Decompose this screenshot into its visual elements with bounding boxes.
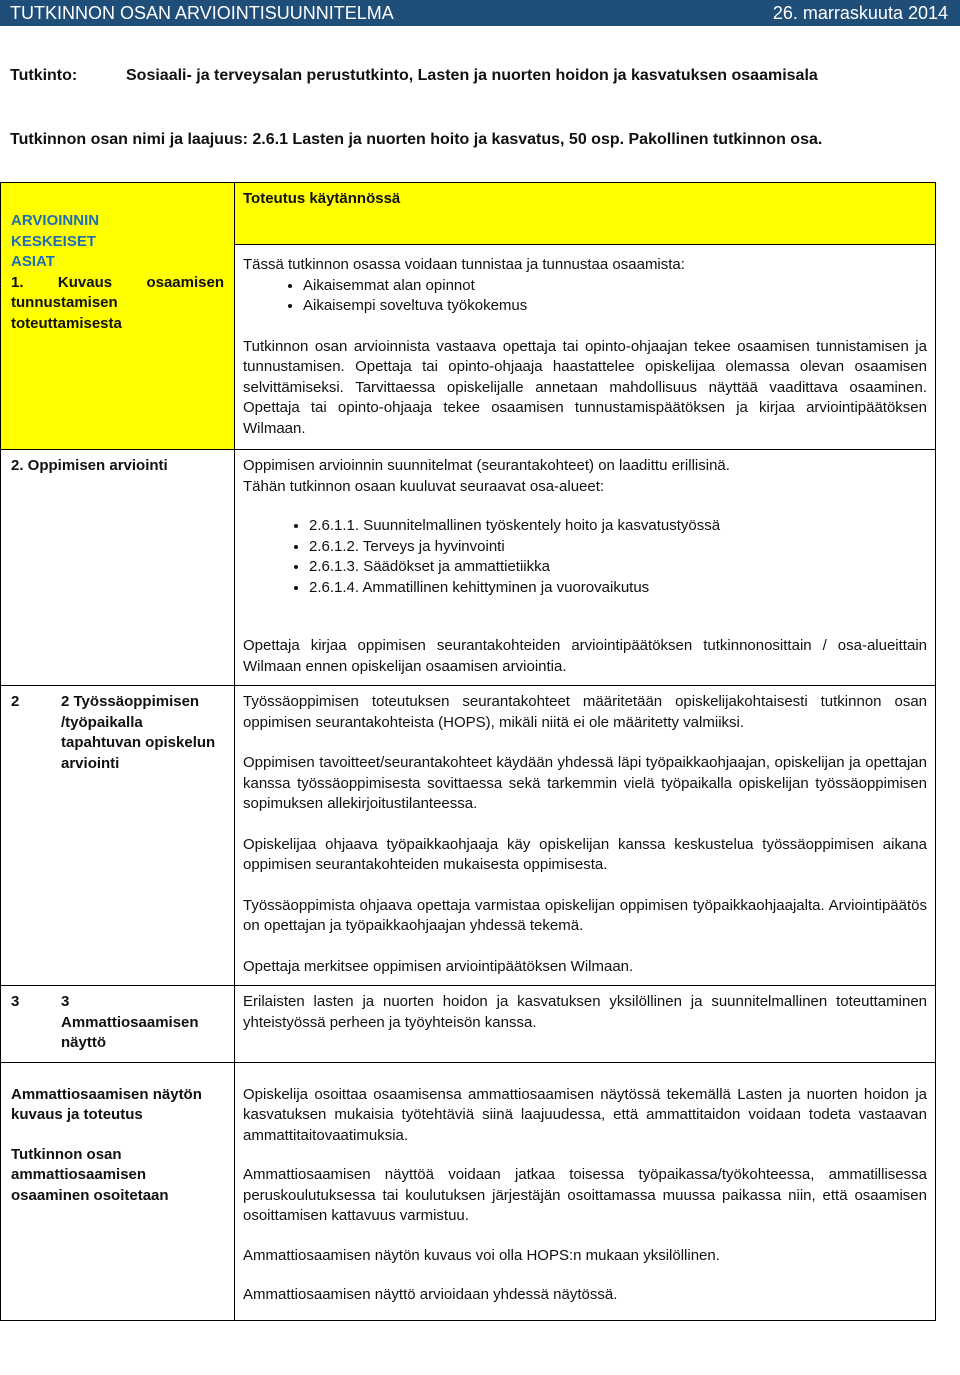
document-date: 26. marraskuuta 2014 [772,3,948,23]
row5-content-cell [235,1062,936,1320]
demo-paragraph-1: Opiskelija osoittaa osaamisensa ammattiosaamisen näytössä tekemällä Lasten ja nuorten hoidon ja kasvatuksen mukaisia työtehtäviä siinä laajuudessa, että ammattitaidon voidaan todeta vastaavan ammattitaitovaatimuksia. [243,1085,927,1144]
table-row [1,986,936,1063]
learning-record-text: Opettaja kirjaa oppimisen seurantakohteiden arviointipäätöksen tutkinnonosittain / osa-alueittain Wilmaan ennen opiskelijan osaamisen arviointia. [243,637,927,675]
wbl-paragraph-2: Oppimisen tavoitteet/seurantakohteet käydään yhdessä läpi työpaikkaohjaajan, opiskelijan ja opettajan kanssa työssäoppimisesta sovittaessa sekä tarkemmin vielä työpaikalla opiskelijan työssäoppimisen sopimuksen allekirjoitustilanteessa. [243,754,927,812]
wbl-paragraph-1: Työssäoppimisen toteutuksen seurantakohteet määritetään opiskelijakohtaisesti tutkinnon osan oppimisen seurantakohteista (HOPS), mikäli niitä ei ole määritetty valmiiksi. [243,693,927,731]
list-item: • 2.6.1.1. Suunnitelmallinen työskentely hoito ja kasvatustyössä [309,516,927,537]
criteria-heading: ARVIOINNIN KESKEISET ASIAT [11,212,100,270]
list-item: • Aikaisemmat alan opinnot [303,276,927,297]
demo-paragraph-4: Ammattiosaamisen näyttö arvioidaan yhdessä näytössä. [243,1286,618,1303]
row5-label-cell [1,1062,235,1320]
document-title: TUTKINNON OSAN ARVIOINTISUUNNITELMA [10,3,394,23]
row4-label: 3 Ammattiosaamisen näyttö [61,993,199,1051]
page-header [0,0,960,26]
wbl-paragraph-3: Opiskelijaa ohjaava työpaikkaohjaaja käy opiskelijan kanssa keskustelua työssäoppimisen aikana oppimisen seurantakohteiden mukaisesta oppimisesta. [243,835,927,873]
list-item: • 2.6.1.3. Säädökset ja ammattietiikka [309,557,927,578]
recognition-paragraph: Tutkinnon osan arvioinnista vastaava opettaja tai opinto-ohjaajan tekee osaamisen tunnistamisen ja tunnustamisen. Opettaja tai opinto-ohjaaja haastattelee opiskelijaa olemassa olevan osaamisen selvittämiseksi. Tarvittaessa opiskelijalle annetaan mahdollisuus näyttää vaadittava osaaminen. Opettaja tai opinto-ohjaaja tekee osaamisen tunnustamispäätöksen ja kirjaa arviointipäätöksen Wilmaan. [243,337,927,437]
wbl-paragraph-4: Työssäoppimista ohjaava opettaja varmistaa opiskelijan oppimisen työpaikkaohjaajalta. Arviointipäätös on opettajan ja työpaikkaohjaajan yhdessä tekemä. [243,896,927,934]
row1-label: 1. Kuvaus osaamisen tunnustamisen toteuttamisesta [11,273,224,332]
table-row [1,450,936,686]
demo-paragraph-3: Ammattiosaamisen näytön kuvaus voi olla HOPS:n mukaan yksilöllinen. [243,1246,720,1264]
unit-line: Tutkinnon osan nimi ja laajuus: 2.6.1 Lasten ja nuorten hoito ja kasvatus, 50 osp. Pakollinen tutkinnon osa. [10,131,823,148]
table-row [1,686,936,986]
list-item: • 2.6.1.2. Terveys ja hyvinvointi [309,537,927,558]
degree-label: Tutkinto: [10,67,78,84]
row3-label: 2 Työssäoppimisen /työpaikalla tapahtuvan opiskelun arviointi [61,693,216,772]
list-item: • Aikaisempi soveltuva työkokemus [303,296,927,317]
recognition-intro: Tässä tutkinnon osassa voidaan tunnistaa ja tunnustaa osaamista: [243,256,685,273]
row3-label-cell: 2 2 Työssäoppimisen /työpaikalla tapahtuvan opiskelun arviointi [1,686,235,986]
implementation-heading: Toteutus käytännössä [235,183,935,245]
demo-paragraph-2: Ammattiosaamisen näyttöä voidaan jatkaa toisessa työpaikassa/työkohteessa, ammatillisessa peruskoulutuksessa tai koulutuksen järjestäjän osoittamassa muussa paikassa niin, että osaamisen osoittamisen kattavuus varmistuu. [243,1166,927,1224]
wbl-paragraph-5: Opettaja merkitsee oppimisen arviointipäätöksen Wilmaan. [243,957,634,975]
criteria-header-cell [1,183,235,450]
assessment-table [0,182,936,1321]
row4-content-cell [235,986,936,1063]
subareas-intro: Tähän tutkinnon osaan kuuluvat seuraavat osa-alueet: [243,477,605,495]
table-row [1,1062,936,1320]
row2-label: 2. Oppimisen arviointi [11,457,168,474]
skills-demo-text: Erilaisten lasten ja nuorten hoidon ja kasvatuksen yksilöllinen ja suunnitelmallinen toteuttaminen yhteistyössä perheen ja työyhteisön kanssa. [243,993,927,1031]
degree-value: Sosiaali- ja terveysalan perustutkinto, Lasten ja nuorten hoidon ja kasvatuksen osaamisala [126,67,818,84]
list-item: • 2.6.1.4. Ammatillinen kehittyminen ja vuorovaikutus [309,578,927,599]
table-row [1,183,936,450]
row3-content-cell [235,686,936,986]
row4-label-cell: 3 3 Ammattiosaamisen näyttö [1,986,235,1063]
row2-label-cell [1,450,235,686]
demo-unit-label: Tutkinnon osan ammattiosaamisen osaaminen osoitetaan [11,1145,169,1204]
row2-content-cell [235,450,936,686]
learning-plans-text: Oppimisen arvioinnin suunnitelmat (seurantakohteet) on laadittu erillisinä. [243,457,730,474]
demo-description-label: Ammattiosaamisen näytön kuvaus ja toteutus [11,1085,202,1123]
implementation-cell [235,183,936,450]
